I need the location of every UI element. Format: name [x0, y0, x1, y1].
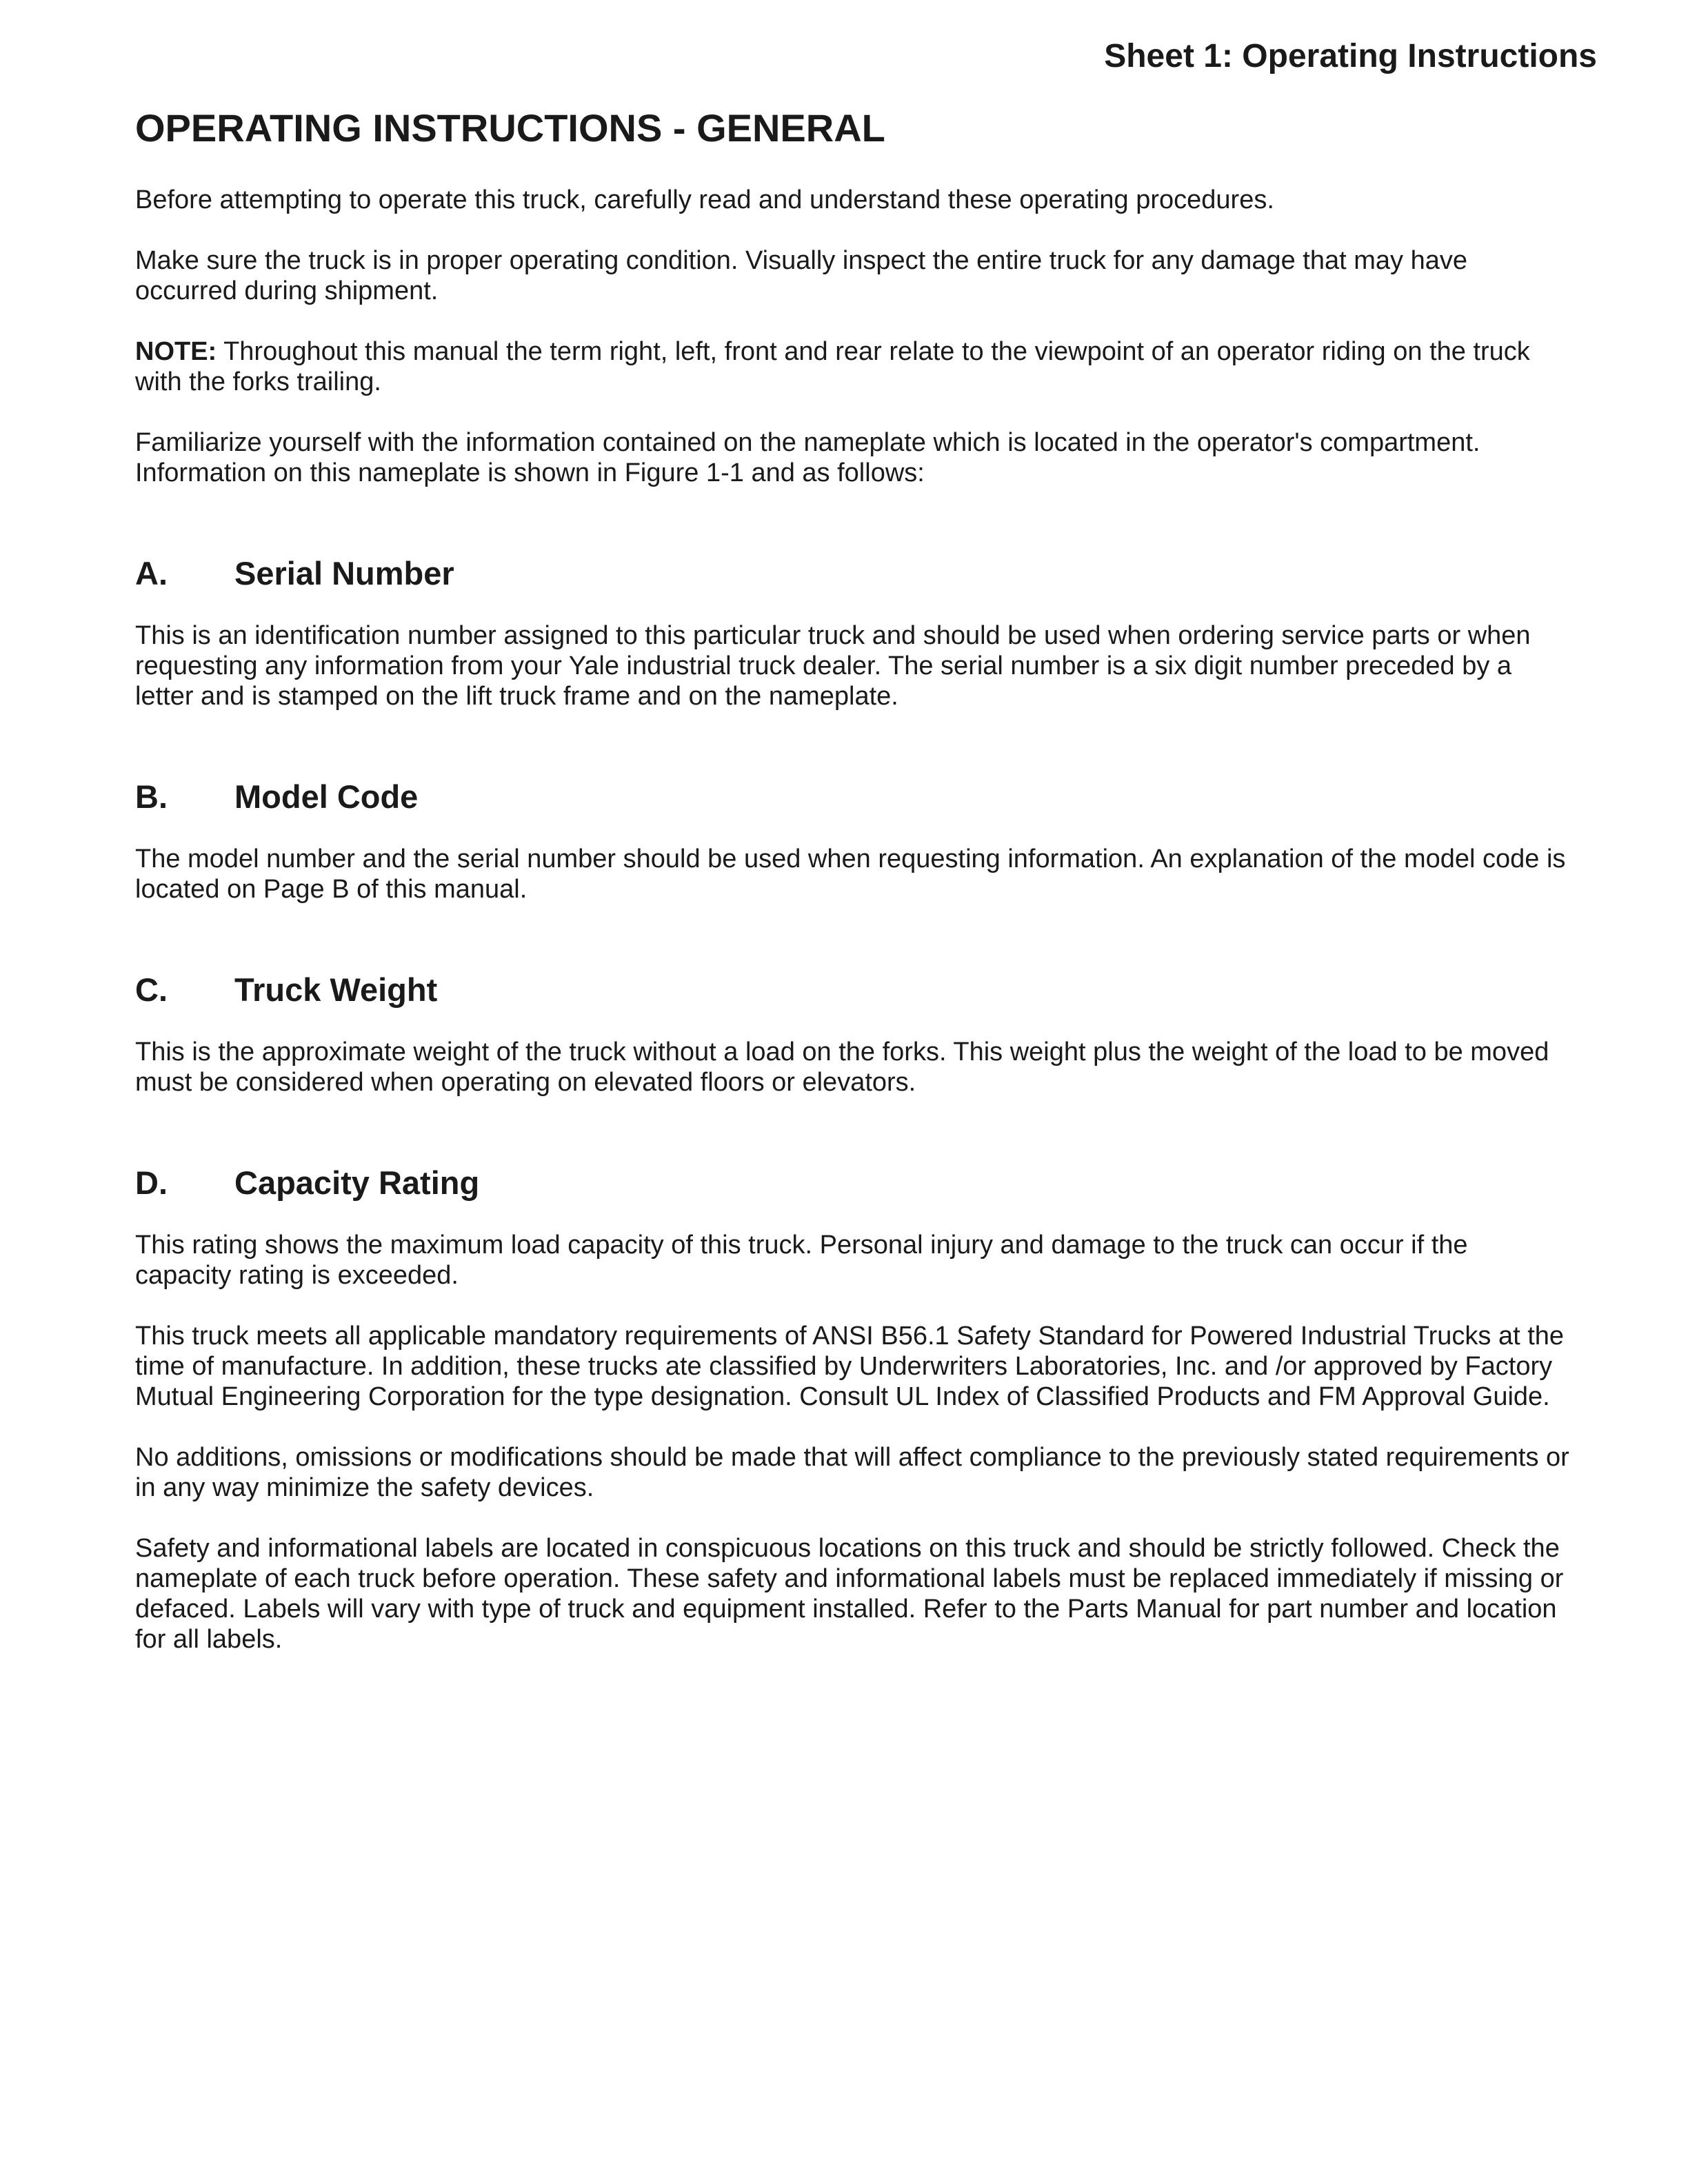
- section-heading: [135, 1162, 1569, 1204]
- section-paragraph: Safety and informational labels are located in conspicuous locations on this truck and should be strictly followed. Check the nameplate of each truck before operation. These safety and informational labels must be replaced immediately if missing or defaced. Labels will vary with type of truck and equipment installed. Refer to the Parts Manual for part number and location for all labels.: [135, 1534, 1564, 1654]
- section-letter: D.: [135, 1164, 168, 1201]
- section-serial-number: [135, 553, 1569, 711]
- intro-paragraph-2: Make sure the truck is in proper operating condition. Visually inspect the entire truck for any damage that may have occurred during shipment.: [135, 246, 1467, 305]
- section-truck-weight: [135, 969, 1569, 1098]
- intro-paragraph-4: Familiarize yourself with the information contained on the nameplate which is located in the operator's compartment. Information on this nameplate is shown in Figure 1-1 and as follows:: [135, 428, 1480, 487]
- note-text: Throughout this manual the term right, left, front and rear relate to the viewpoint of an operator riding on the truck with the forks trailing.: [135, 337, 1530, 396]
- section-letter: B.: [135, 778, 168, 815]
- sheet-header: Sheet 1: Operating Instructions: [1104, 38, 1597, 74]
- section-paragraph: This rating shows the maximum load capacity of this truck. Personal injury and damage to the truck can occur if the capacity rating is exceeded.: [135, 1231, 1468, 1290]
- section-heading: [135, 553, 1569, 594]
- section-paragraph: This truck meets all applicable mandatory requirements of ANSI B56.1 Safety Standard for Powered Industrial Trucks at the time of manufacture. In addition, these trucks ate classified by Underwriters Laboratories, Inc. and /or approved by Factory Mutual Engineering Corporation for the type designation. Consult UL Index of Classified Products and FM Approval Guide.: [135, 1322, 1565, 1411]
- section-title: Model Code: [234, 778, 419, 815]
- section-paragraph: No additions, omissions or modifications should be made that will affect compliance to the previously stated requirements or in any way minimize the safety devices.: [135, 1443, 1569, 1502]
- section-letter: A.: [135, 555, 168, 592]
- section-letter: C.: [135, 971, 168, 1008]
- intro-paragraph-1: Before attempting to operate this truck, carefully read and understand these operating procedures.: [135, 185, 1274, 214]
- section-heading: [135, 969, 1569, 1011]
- section-model-code: [135, 776, 1569, 904]
- section-title: Capacity Rating: [234, 1164, 480, 1201]
- section-heading: [135, 776, 1569, 818]
- section-paragraph: This is an identification number assigned to this particular truck and should be used when ordering service parts or when requesting any information from your Yale industrial truck dealer. The serial number is a six digit number preceded by a letter and is stamped on the lift truck frame and on the nameplate.: [135, 621, 1531, 711]
- section-title: Truck Weight: [234, 971, 438, 1008]
- page-content: [135, 103, 1569, 1685]
- document-title: OPERATING INSTRUCTIONS - GENERAL: [135, 106, 885, 150]
- note-paragraph: [135, 336, 1569, 397]
- section-paragraph: The model number and the serial number should be used when requesting information. An explanation of the model code is located on Page B of this manual.: [135, 845, 1566, 904]
- section-title: Serial Number: [234, 555, 454, 592]
- section-capacity-rating: [135, 1162, 1569, 1655]
- section-paragraph: This is the approximate weight of the truck without a load on the forks. This weight plus the weight of the load to be moved must be considered when operating on elevated floors or elevators.: [135, 1038, 1549, 1097]
- note-label: NOTE:: [135, 337, 217, 366]
